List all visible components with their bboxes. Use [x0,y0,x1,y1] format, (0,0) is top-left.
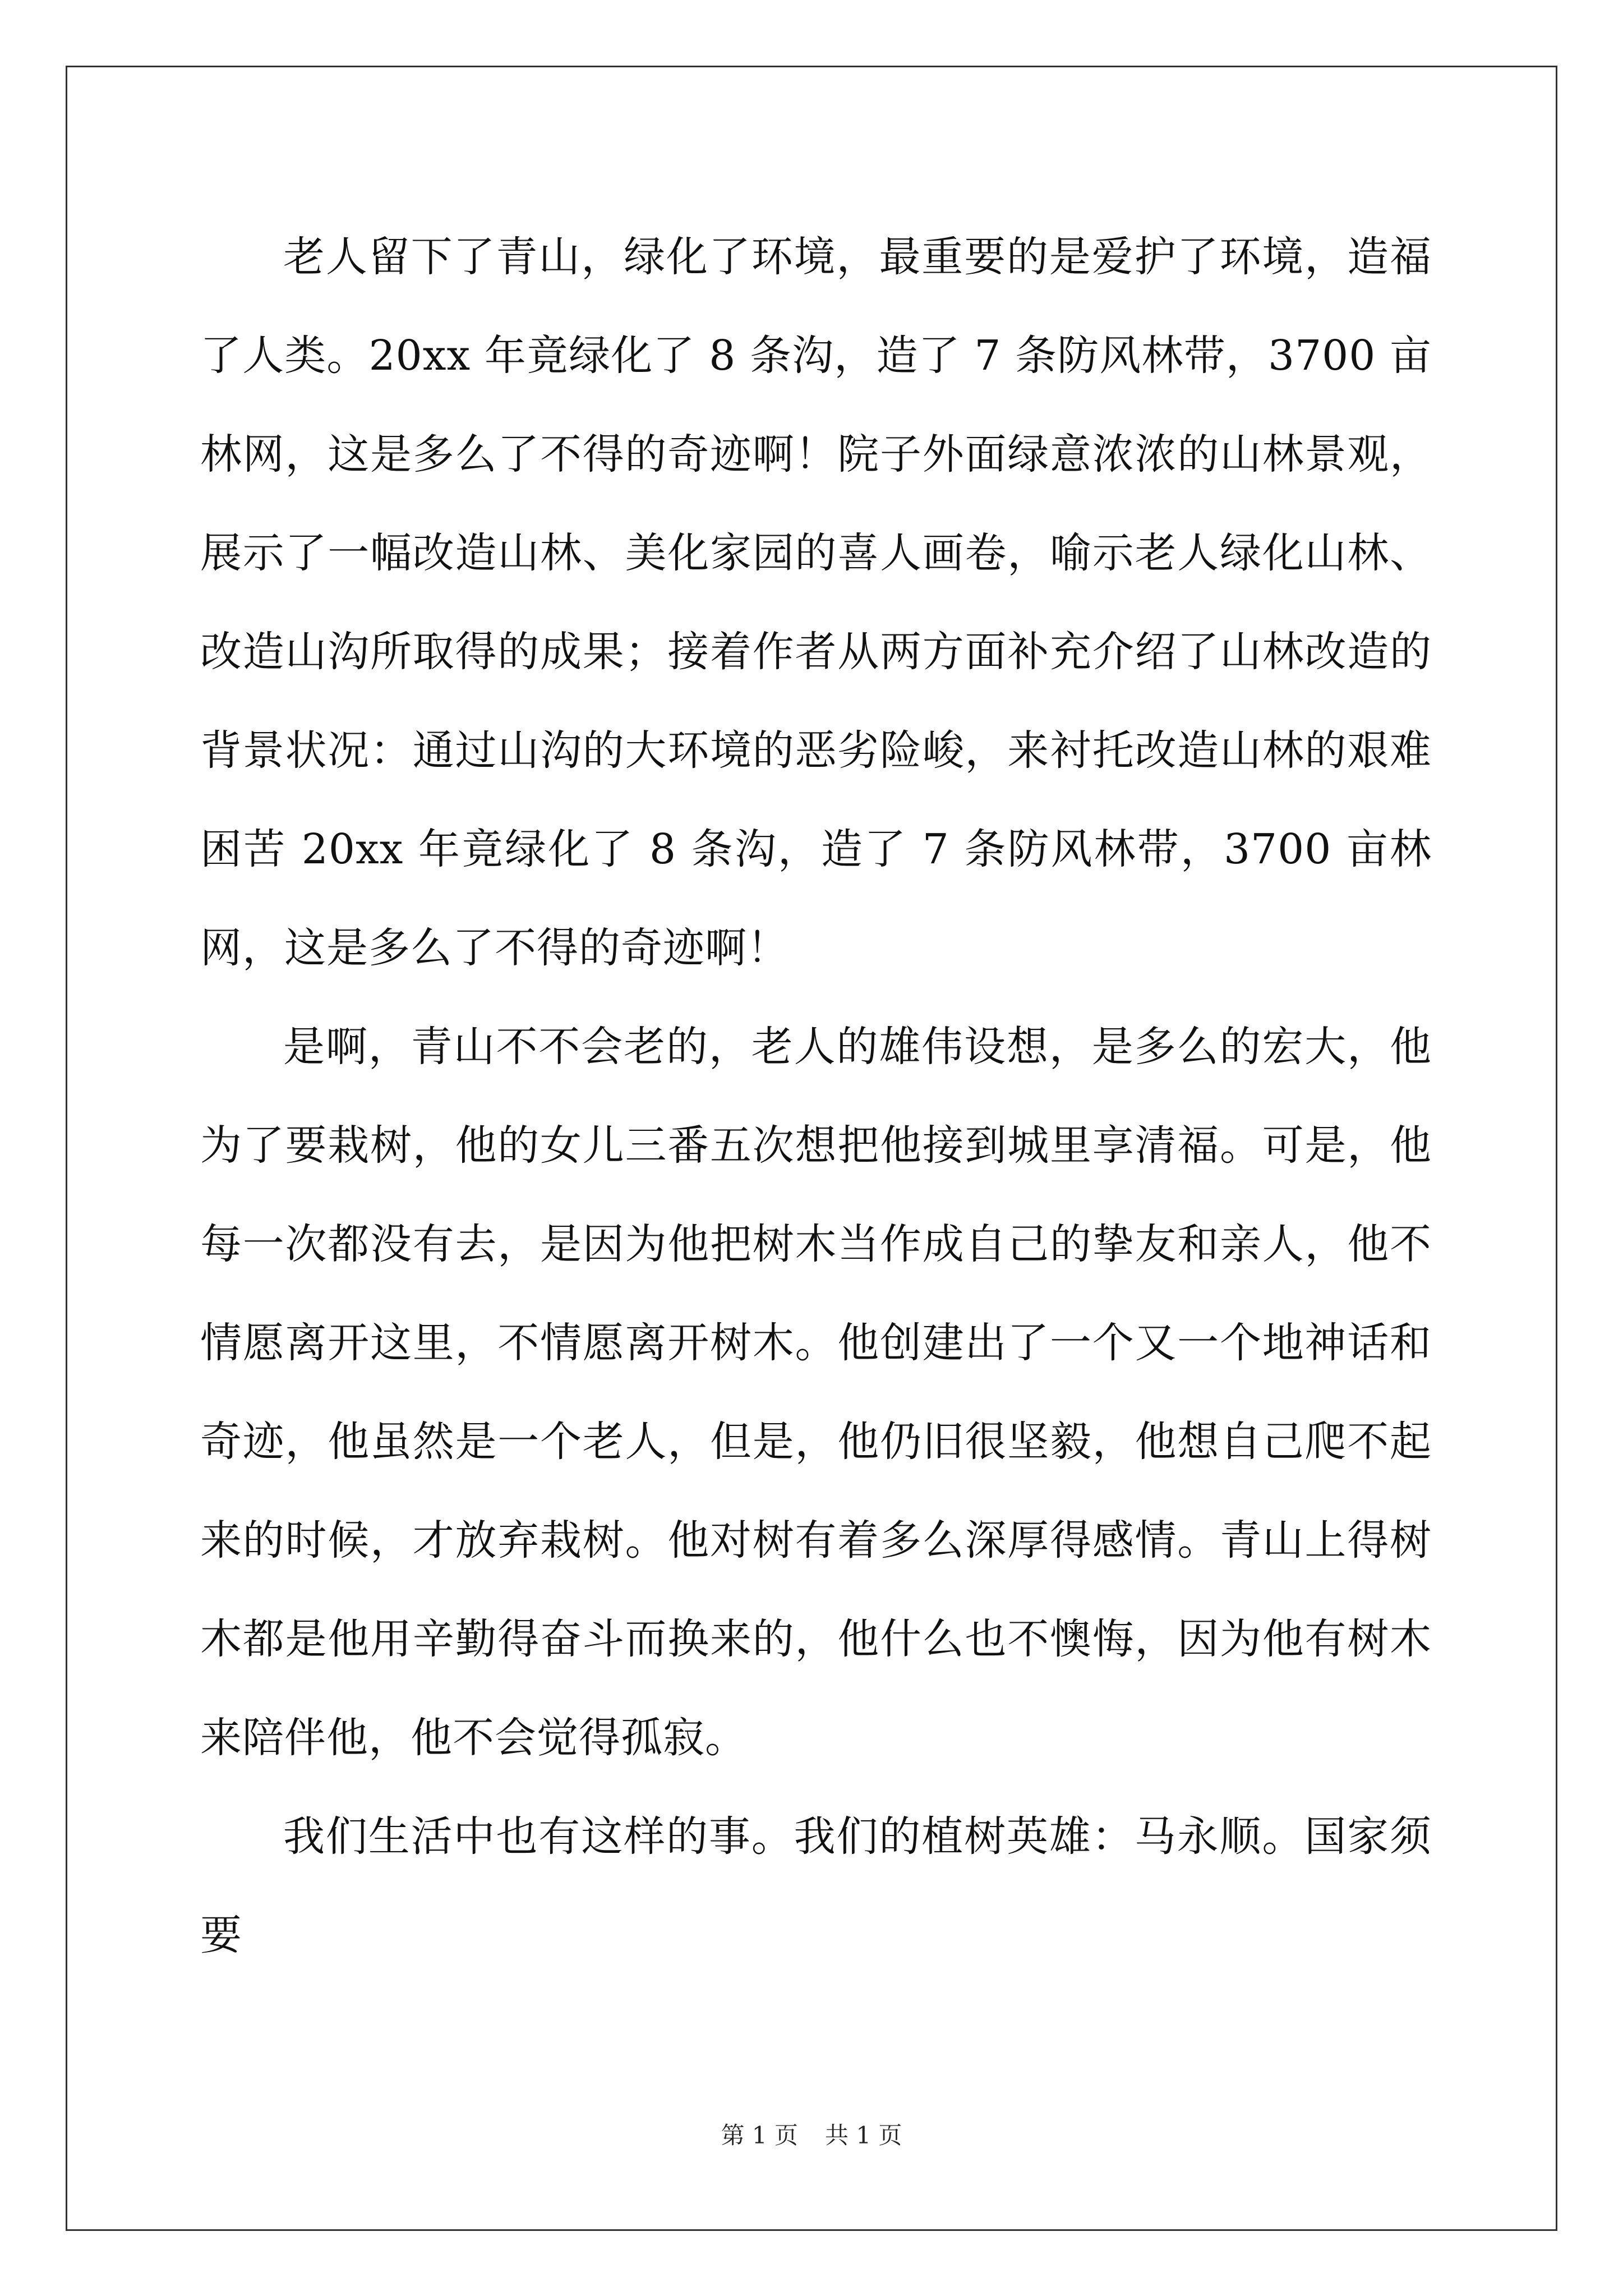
paragraph-2: 是啊，青山不不会老的，老人的雄伟设想，是多么的宏大，他为了要栽树，他的女儿三番五次想把他接到城里享清福。可是，他每一次都没有去，是因为他把树木当作成自己的挚友和亲人，他不情愿离开这里，不情愿离开树木。他创建出了一个又一个地神话和奇迹，他虽然是一个老人，但是，他仍旧很坚毅，他想自己爬不起来的时候，才放弃栽树。他对树有着多么深厚得感情。青山上得树木都是他用辛勤得奋斗而换来的，他什么也不懊悔，因为他有树木来陪伴他，他不会觉得孤寂。 [200,1023,1432,1762]
paragraph-3: 我们生活中也有这样的事。我们的植树英雄：马永顺。国家须要 [200,1812,1432,1959]
page-footer [0,2122,1623,2150]
document-body [200,208,1432,1985]
page-number-current: 第 1 页 [721,2122,798,2149]
paragraph-1: 老人留下了青山，绿化了环境，最重要的是爱护了环境，造福了人类。20xx 年竟绿化了 8 条沟，造了 7 条防风林带，3700 亩林网，这是多么了不得的奇迹啊！院子外面绿意浓浓的山林景观，展示了一幅改造山林、美化家园的喜人画卷，喻示老人绿化山林、改造山沟所取得的成果；接着作者从两方面补充介绍了山林改造的背景状况：通过山沟的大环境的恶劣险峻，来衬托改造山林的艰难困苦 20xx 年竟绿化了 8 条沟，造了 7 条防风林带，3700 亩林网，这是多么了不得的奇迹啊！ [200,233,1432,972]
page-number-total: 共 1 页 [825,2122,902,2149]
